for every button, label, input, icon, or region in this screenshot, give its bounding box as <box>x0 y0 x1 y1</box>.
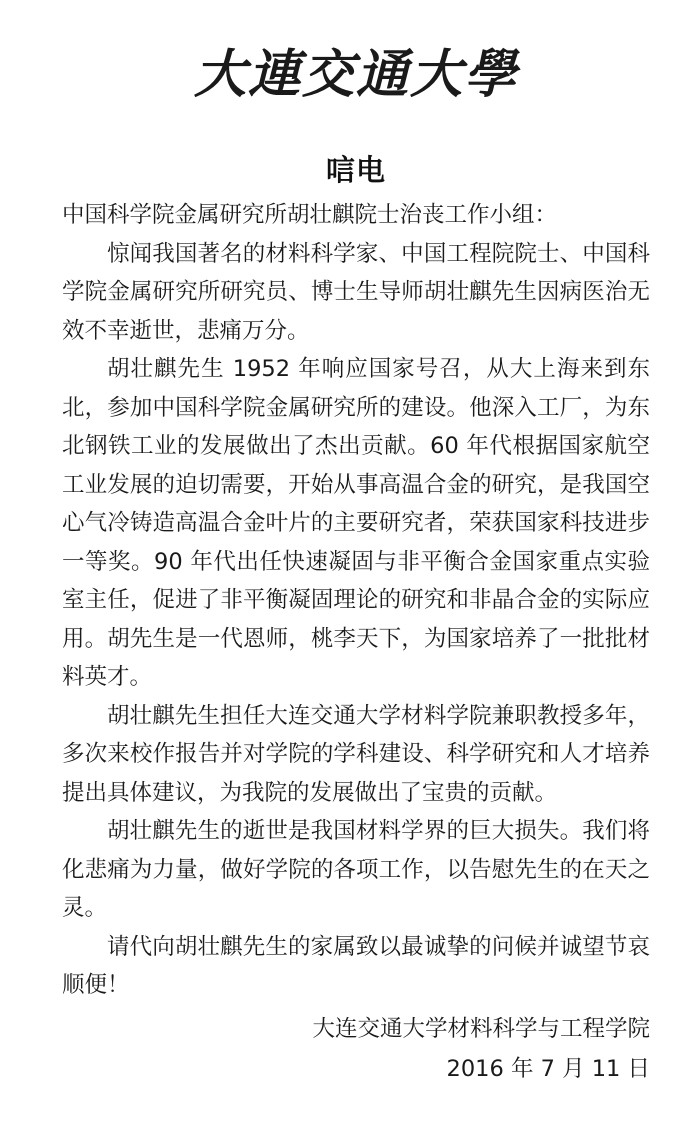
university-logo <box>193 38 519 106</box>
paragraph-regards: 请代向胡壮麒先生的家属致以最诚挚的问候并诚望节哀顺便！ <box>62 933 650 998</box>
paragraph-contribution: 胡壮麒先生担任大连交通大学材料学院兼职教授多年，多次来校作报告并对学院的学科建设、科学研究和人才培养提出具体建议，为我院的发展做出了宝贵的贡献。 <box>62 702 650 806</box>
university-name-calligraphy: 大連交通大學 <box>193 44 519 105</box>
letter-body <box>62 196 650 1005</box>
salutation: 中国科学院金属研究所胡壮麒院士治丧工作小组： <box>62 202 558 228</box>
calligraphy-logo-icon <box>193 38 519 106</box>
document-title: 唁电 <box>325 153 386 187</box>
signature-block <box>62 1009 650 1089</box>
paragraph-condolence: 惊闻我国著名的材料科学家、中国工程院院士、中国科学院金属研究所研究员、博士生导师胡壮麒先生因病医治无效不幸逝世，悲痛万分。 <box>62 240 650 344</box>
sender-name: 大连交通大学材料科学与工程学院 <box>312 1015 650 1042</box>
paragraph-biography: 胡壮麒先生 1952 年响应国家号召，从大上海来到东北，参加中国科学院金属研究所的建设。他深入工厂，为东北钢铁工业的发展做出了杰出贡献。60 年代根据国家航空工业发展的迫切需要，开始从事高温合金的研究，是我国空心气冷铸造高温合金叶片的主要研究者，荣获国家科技进步一等奖。90 年代出任快速凝固与非平衡合金国家重点实验室主任，促进了非平衡凝固理论的研究和非晶合金的实际应用。胡先生是一代恩师，桃李天下，为国家培养了一批批材料英才。 <box>62 356 650 690</box>
letter-date: 2016 年 7 月 11 日 <box>446 1055 650 1082</box>
paragraph-loss: 胡壮麒先生的逝世是我国材料学界的巨大损失。我们将化悲痛为力量，做好学院的各项工作，以告慰先生的在天之灵。 <box>62 818 650 921</box>
